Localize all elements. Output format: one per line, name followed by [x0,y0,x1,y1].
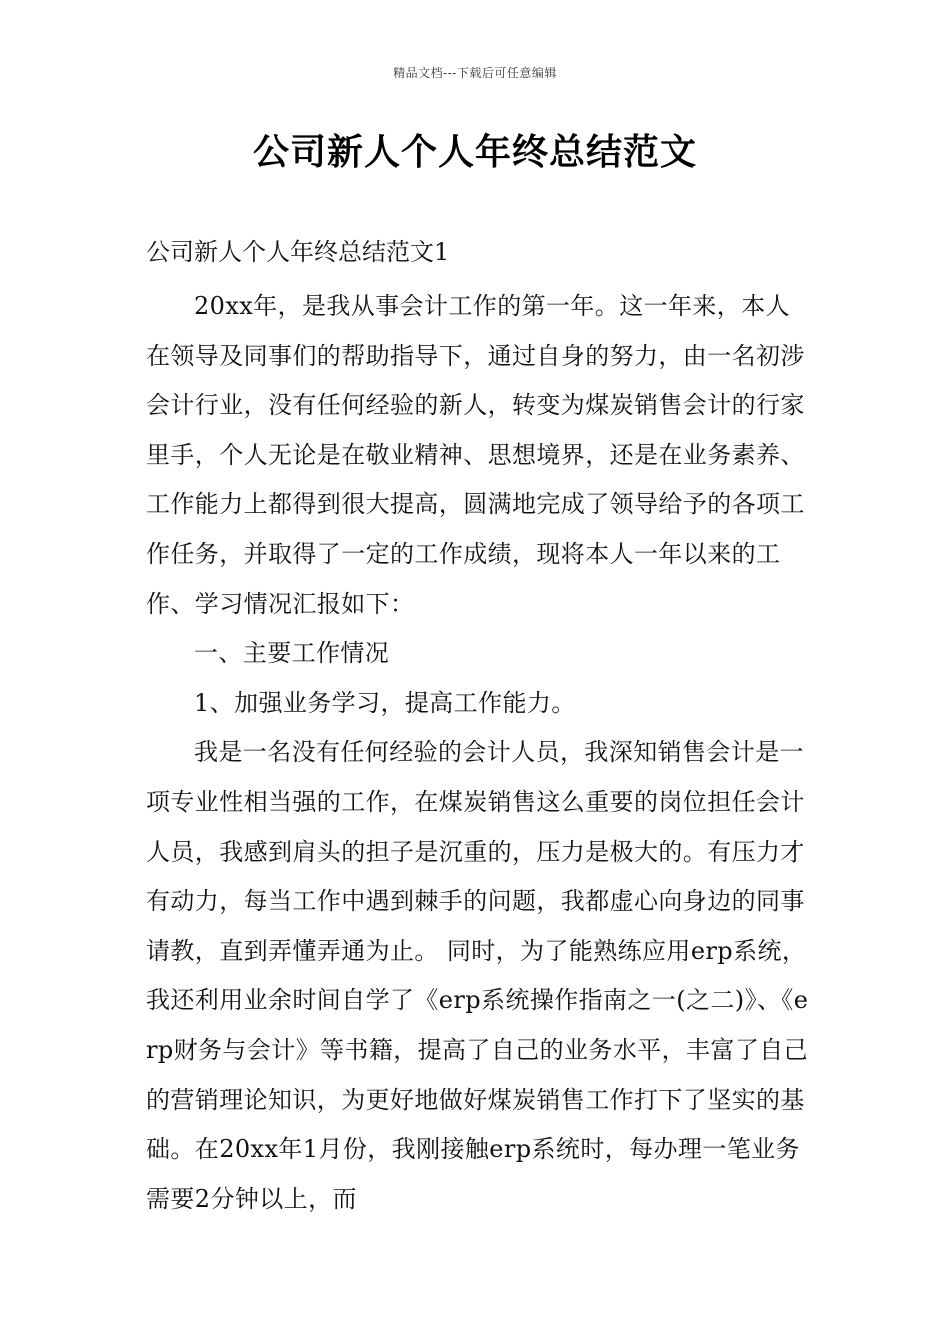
header-note: 精品文档---下载后可任意编辑 [393,66,557,80]
paragraph-intro: 20xx年，是我从事会计工作的第一年。这一年来，本人在领导及同事们的帮助指导下，通过自身的努力，由一名初涉会计行业，没有任何经验的新人，转变为煤炭销售会计的行家里手，个人无论是在敬业精神、思想境界，还是在业务素养、工作能力上都得到很大提高，圆满地完成了领导给予的各项工作任务，并取得了一定的工作成绩，现将本人一年以来的工作、学习情况汇报如下： [146,292,805,618]
section-heading: 公司新人个人年终总结范文1 [146,238,450,266]
document-title: 公司新人个人年终总结范文 [252,131,697,173]
paragraph-study-heading: 1、加强业务学习，提高工作能力。 [194,688,576,717]
paragraph-main-work-heading: 一、主要工作情况 [194,639,390,668]
paragraph-study-detail: 我是一名没有任何经验的会计人员，我深知销售会计是一项专业性相当强的工作，在煤炭销售这么重要的岗位担任会计人员，我感到肩头的担子是沉重的，压力是极大的。有压力才有动力，每当工作中遇到棘手的问题，我都虚心向身边的同事请教，直到弄懂弄通为止。 同时，为了能熟练应用erp系统，我还利用业余时间自学了《erp系统操作指南之一(之二)》、《erp财务与会计》等书籍，提高了自己的业务水平，丰富了自己的营销理论知识，为更好地做好煤炭销售工作打下了坚实的基础。在20xx年1月份，我刚接触erp系统时，每办理一笔业务需要2分钟以上，而 [146,738,809,1213]
document-body [146,282,814,1224]
